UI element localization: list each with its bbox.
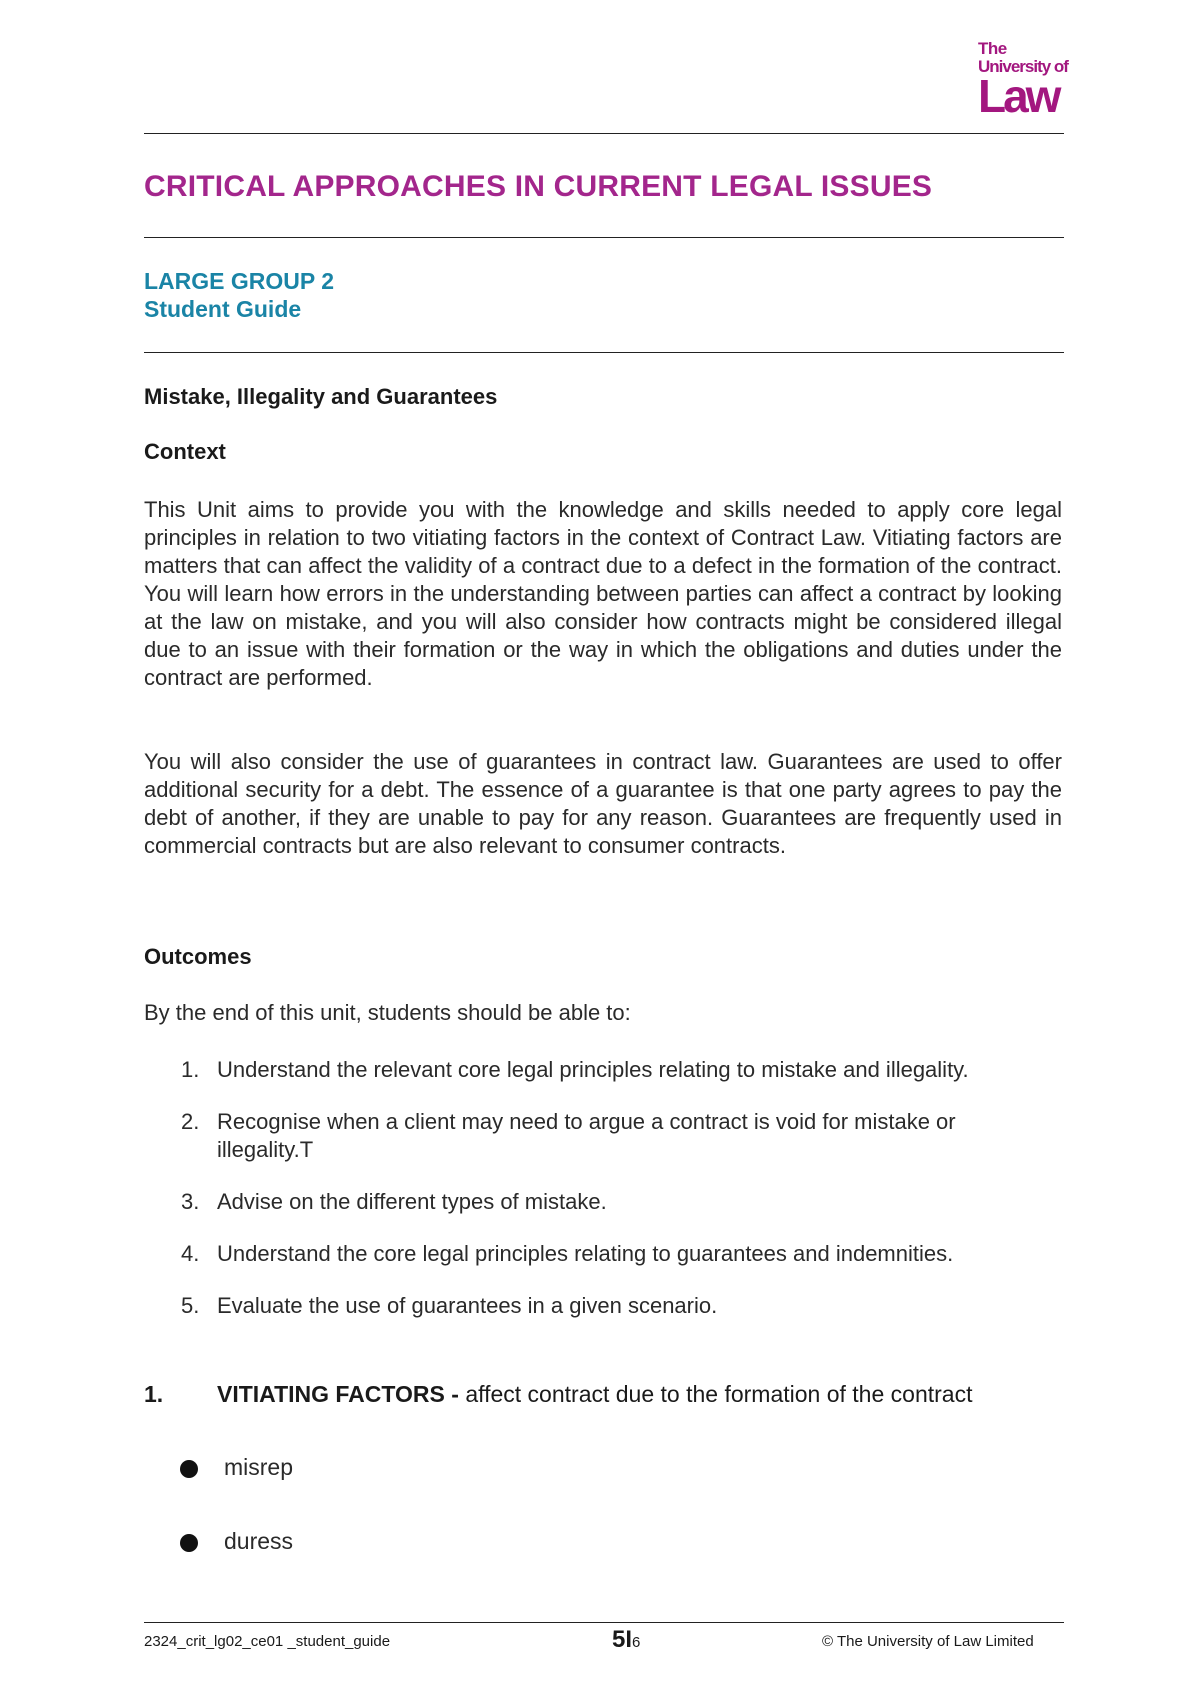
section-1-description: affect contract due to the formation of the contract xyxy=(458,1381,973,1407)
outcome-item xyxy=(144,1056,1047,1084)
vitiating-factors-list xyxy=(180,1454,293,1602)
total-pages: 6 xyxy=(632,1634,641,1651)
context-paragraph-1: This Unit aims to provide you with the knowledge and skills needed to apply core legal principles in relation to two vitiating factors in the context of Contract Law. Vitiating factors are matters that can affect the validity of a contract due to a defect in the formation of the contract. You will learn how errors in the understanding between parties can affect a contract by looking at the law on mistake, and you will also consider how contracts might be considered illegal due to an issue with their formation or the way in which the obligations and duties under the contract are performed. xyxy=(144,497,1062,690)
footer-divider xyxy=(144,1622,1064,1623)
outcome-item xyxy=(144,1292,1047,1320)
outcome-number: 4. xyxy=(181,1241,200,1266)
context-paragraph-2: You will also consider the use of guarantees in contract law. Guarantees are used to offer additional security for a debt. The essence of a guarantee is that one party agrees to pay the debt of another, if they are unable to pay for any reason. Guarantees are frequently used in commercial contracts but are also relevant to consumer contracts. xyxy=(144,749,1062,858)
outcomes-list xyxy=(144,1056,1064,1344)
section-1-title-line xyxy=(217,1381,972,1408)
outcome-text: Recognise when a client may need to argue a contract is void for mistake or illegality.T xyxy=(217,1109,956,1162)
footer-copyright: © The University of Law Limited xyxy=(822,1633,1034,1650)
bullet-dot-icon xyxy=(180,1534,198,1552)
group-label: LARGE GROUP 2 xyxy=(144,268,334,294)
outcome-item xyxy=(144,1188,1047,1216)
page-separator: I xyxy=(625,1626,633,1653)
outcome-text: Understand the core legal principles relating to guarantees and indemnities. xyxy=(217,1241,954,1266)
bullet-text: misrep xyxy=(224,1454,294,1480)
outcome-text: Evaluate the use of guarantees in a given scenario. xyxy=(217,1293,718,1318)
section-1-title: VITIATING FACTORS - xyxy=(217,1381,459,1407)
outcome-item xyxy=(144,1240,1047,1268)
header-divider-middle xyxy=(144,237,1064,238)
outcome-item xyxy=(144,1108,1047,1164)
outcome-text: Advise on the different types of mistake. xyxy=(217,1189,607,1214)
bullet-text: duress xyxy=(224,1528,294,1554)
outcome-number: 1. xyxy=(181,1057,200,1082)
header-divider-bottom xyxy=(144,352,1064,353)
outcome-number: 2. xyxy=(181,1109,200,1134)
logo-line-3: Law xyxy=(978,70,1059,122)
current-page: 5 xyxy=(612,1626,626,1653)
logo-line-2: University of xyxy=(978,57,1068,76)
bullet-item xyxy=(180,1528,293,1602)
outcome-text: Understand the relevant core legal principles relating to mistake and illegality. xyxy=(217,1057,969,1082)
header-divider-top xyxy=(144,133,1064,134)
topic-heading: Mistake, Illegality and Guarantees xyxy=(144,384,498,409)
context-heading: Context xyxy=(144,439,226,464)
footer-page-number xyxy=(612,1626,640,1654)
logo-line-1: The xyxy=(978,39,1007,58)
section-1-number: 1. xyxy=(144,1381,164,1407)
university-of-law-logo xyxy=(978,39,1078,122)
outcome-number: 5. xyxy=(181,1293,200,1318)
outcomes-intro: By the end of this unit, students should be able to: xyxy=(144,1000,631,1025)
document-title: CRITICAL APPROACHES IN CURRENT LEGAL ISSUES xyxy=(144,170,933,203)
bullet-item xyxy=(180,1454,293,1528)
bullet-dot-icon xyxy=(180,1460,198,1478)
guide-label: Student Guide xyxy=(144,296,302,322)
outcomes-heading: Outcomes xyxy=(144,944,252,969)
footer-document-code: 2324_crit_lg02_ce01 _student_guide xyxy=(144,1633,391,1650)
outcome-number: 3. xyxy=(181,1189,200,1214)
